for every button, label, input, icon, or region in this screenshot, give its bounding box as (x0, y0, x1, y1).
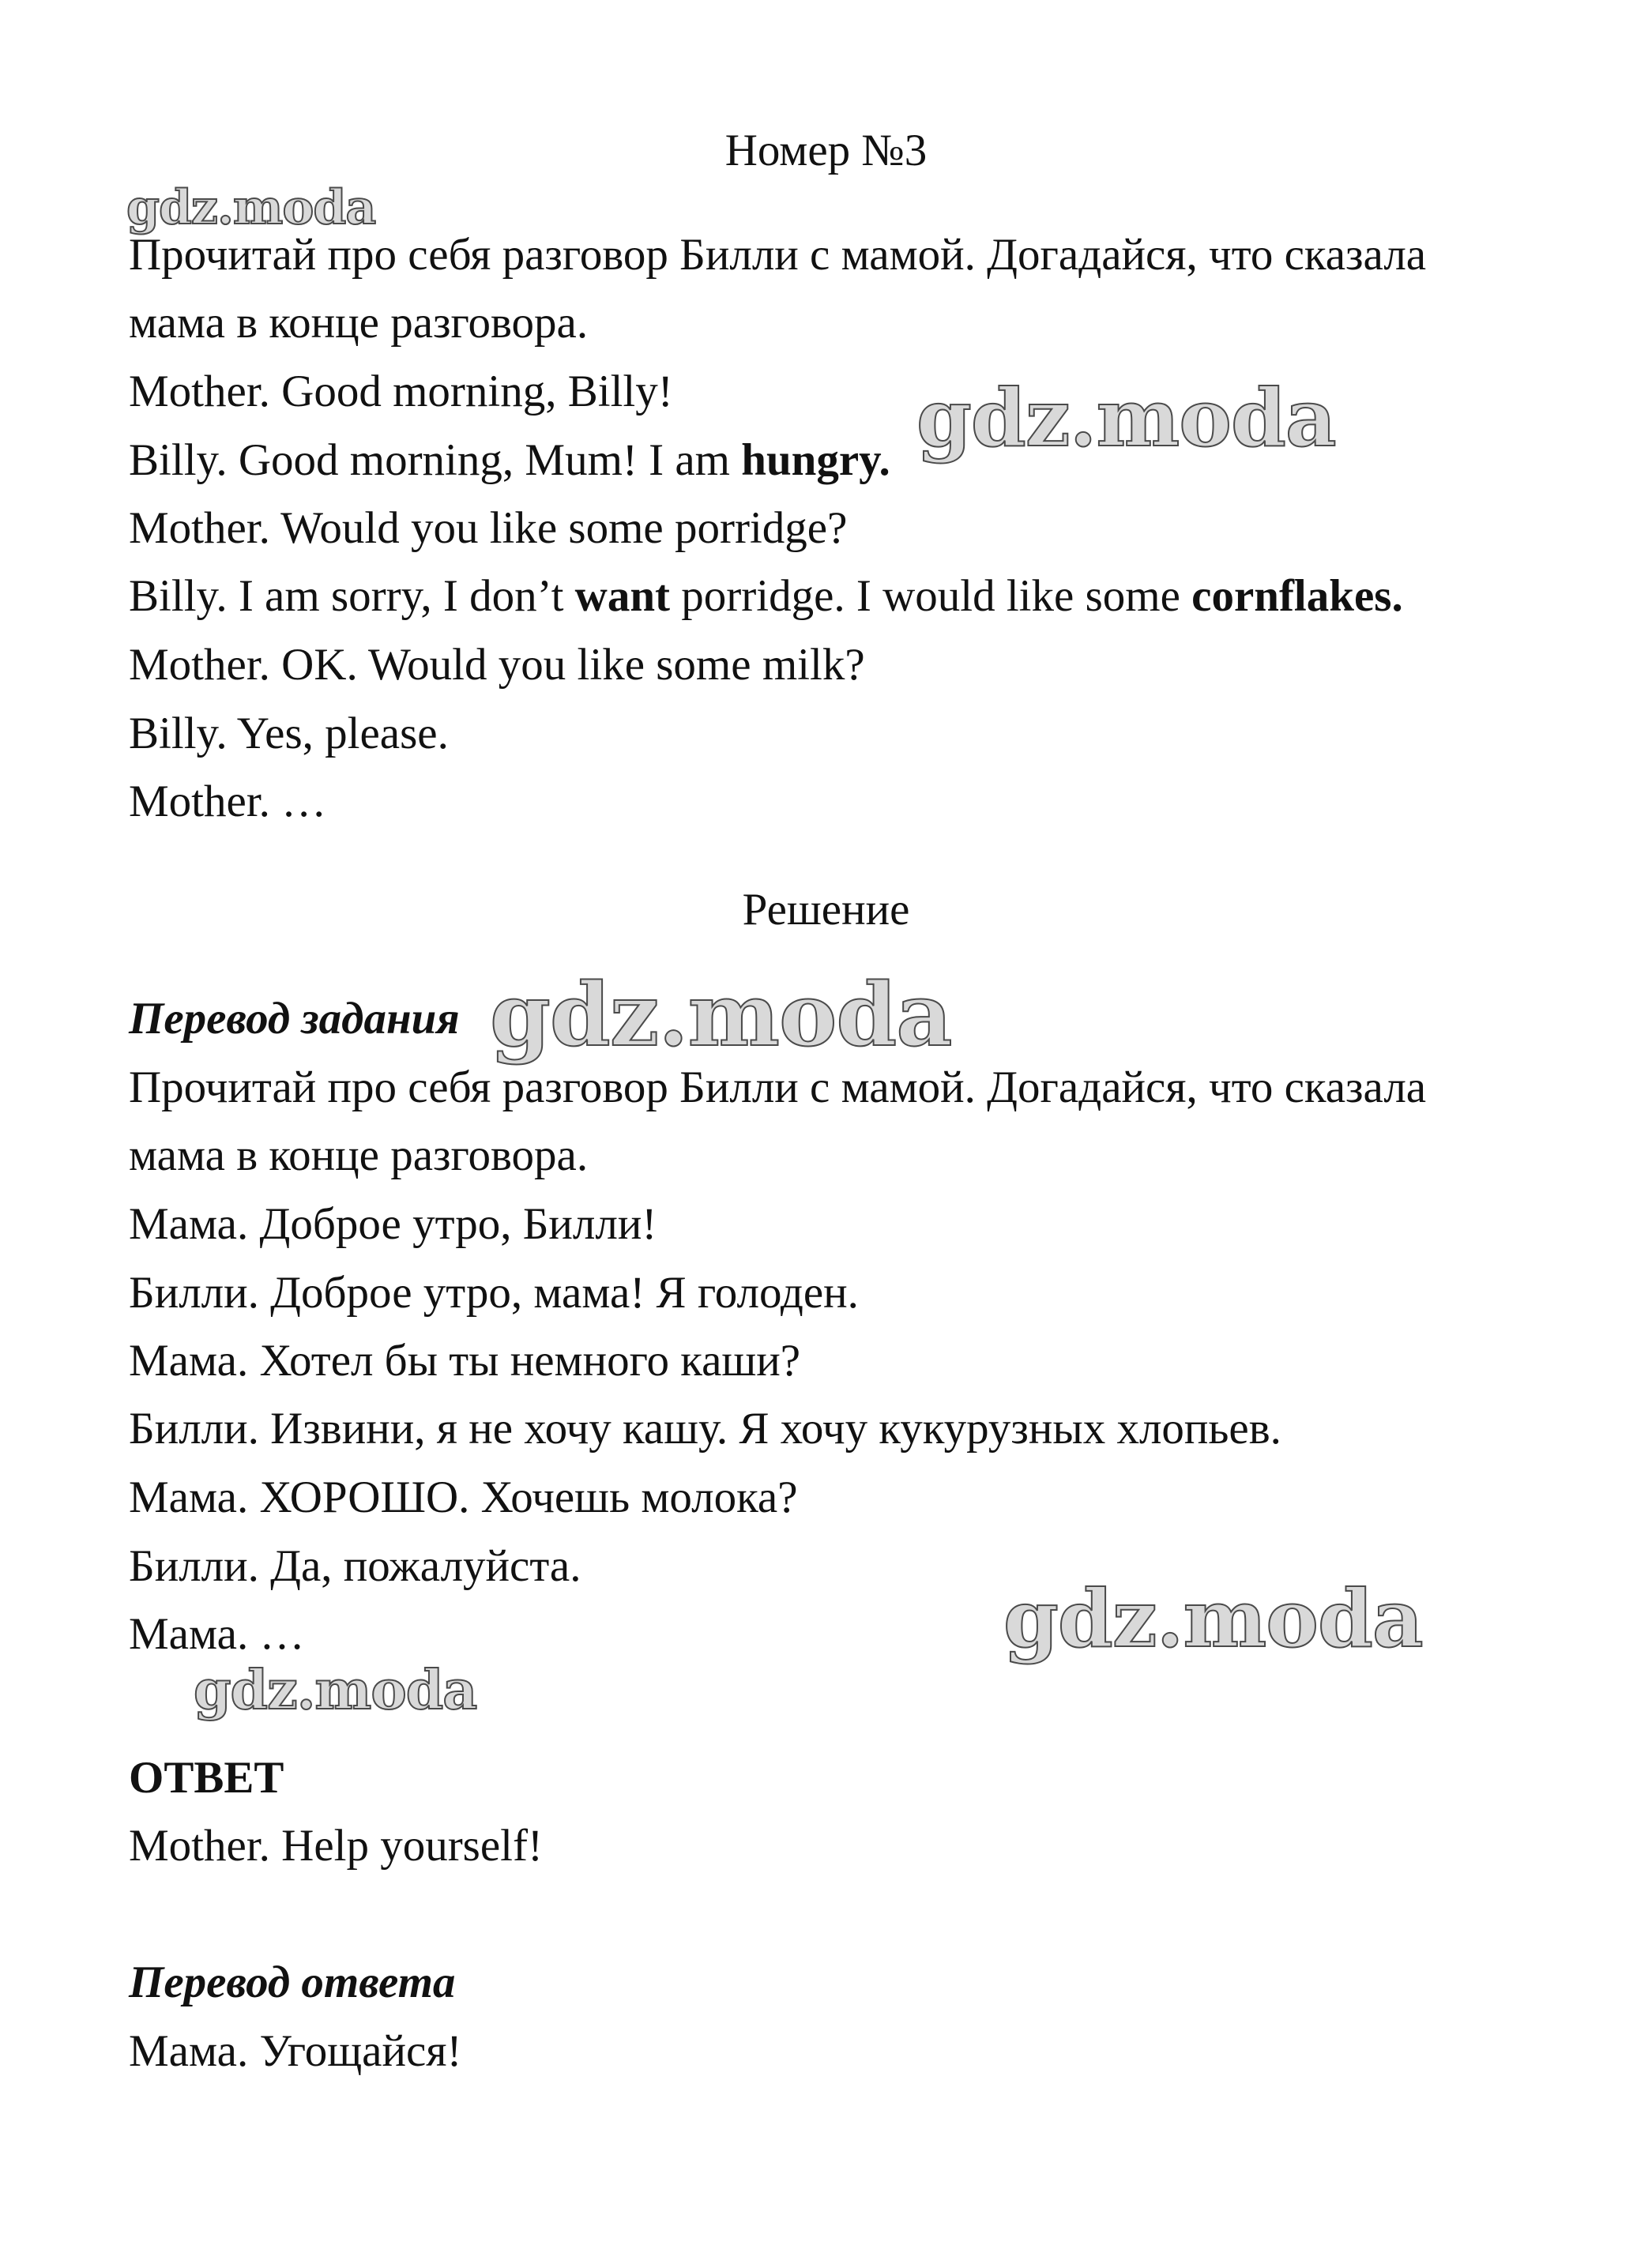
dialogue-line: Mother. … (129, 777, 327, 826)
highlighted-word: want (574, 571, 671, 621)
translation-heading: Перевод задания (129, 994, 460, 1044)
watermark-logo: gdz.moda (194, 1659, 477, 1722)
translation-line: Мама. Хотел бы ты немного каши? (129, 1336, 801, 1386)
answer-heading: ОТВЕТ (129, 1753, 284, 1803)
watermark-logo: gdz.moda (490, 964, 952, 1066)
answer-translation-text: Мама. Угощайся! (129, 2026, 462, 2076)
highlighted-word: cornflakes. (1191, 571, 1403, 621)
task-instruction-line2: мама в конце разговора. (129, 298, 589, 348)
watermark-logo: gdz.moda (916, 371, 1336, 464)
watermark-logo: gdz.moda (1003, 1572, 1423, 1665)
translation-line: Билли. Извини, я не хочу кашу. Я хочу кукурузных хлопьев. (129, 1404, 1281, 1454)
translation-instruction-line2: мама в конце разговора. (129, 1130, 589, 1180)
dialogue-line: Mother. OK. Would you like some milk? (129, 640, 865, 690)
dialogue-line: Mother. Good morning, Billy! (129, 367, 673, 416)
dialogue-line (129, 569, 1403, 624)
dialogue-line (129, 433, 890, 488)
translation-line: Билли. Да, пожалуйста. (129, 1541, 581, 1591)
dialogue-line: Billy. Yes, please. (129, 709, 449, 758)
answer-text: Mother. Help yourself! (129, 1821, 543, 1871)
task-instruction-line1: Прочитай про себя разговор Билли с мамой. Догадайся, что сказала (129, 230, 1427, 280)
page-title: Номер №3 (724, 126, 928, 175)
solution-heading: Решение (742, 885, 910, 935)
dialogue-text: porridge. I would like some (670, 571, 1192, 621)
dialogue-line: Mother. Would you like some porridge? (129, 503, 848, 553)
translation-line: Мама. Доброе утро, Билли! (129, 1199, 657, 1249)
answer-translation-heading: Перевод ответа (129, 1958, 456, 2007)
dialogue-text: Billy. Good morning, Mum! I am (129, 435, 742, 485)
highlighted-word: hungry. (741, 435, 890, 485)
translation-line: Мама. ХОРОШО. Хочешь молока? (129, 1472, 798, 1522)
watermark-logo: gdz.moda (126, 180, 376, 235)
dialogue-text: Billy. I am sorry, I don’t (129, 571, 575, 621)
translation-instruction-line1: Прочитай про себя разговор Билли с мамой. Догадайся, что сказала (129, 1062, 1427, 1112)
translation-line: Билли. Доброе утро, мама! Я голоден. (129, 1268, 859, 1318)
translation-line: Мама. … (129, 1609, 305, 1659)
